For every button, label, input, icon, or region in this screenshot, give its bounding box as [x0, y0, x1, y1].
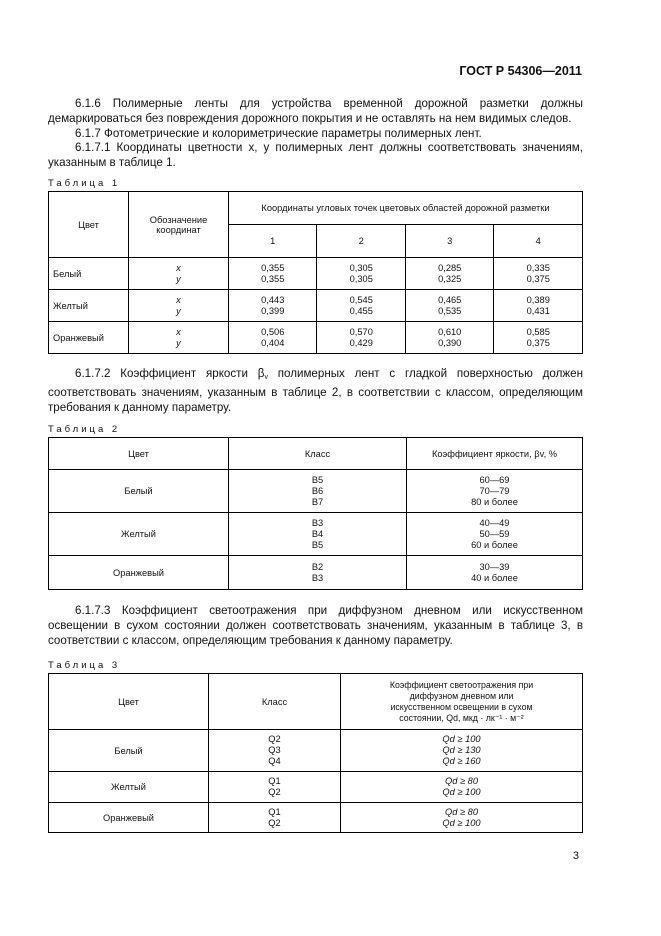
t1-cell: 0,335 0,375 — [494, 258, 583, 290]
paragraph-6-1-7-3: 6.1.7.3 Коэффициент светоотражения при диффузном дневном или искусственном освещении в сухом состоянии должен соответствовать значениям, указанным в таблице 3, в соответствии с классом, определяющим требования к данному параметру. — [48, 604, 583, 647]
t1-header-color: Цвет — [49, 192, 129, 258]
t1-coord-labels: x y — [129, 258, 229, 290]
t1-cell: 0,570 0,429 — [317, 322, 405, 354]
t1-cell: 0,506 0,404 — [229, 322, 317, 354]
table-1-caption: Таблица 1 — [48, 178, 121, 189]
t3-header-color: Цвет — [49, 674, 209, 730]
t1-color: Белый — [49, 258, 129, 290]
t2-values: 60—69 70—79 80 и более — [407, 470, 583, 513]
t1-header-point: 2 — [317, 225, 405, 258]
t2-classes: B3 B4 B5 — [229, 513, 407, 556]
t3-color: Оранжевый — [49, 803, 209, 833]
t2-color: Желтый — [49, 513, 229, 556]
table-row — [49, 730, 583, 772]
paragraph-6-1-7: 6.1.7 Фотометрические и колориметрические параметры полимерных лент. — [75, 127, 482, 140]
table-3 — [48, 673, 583, 833]
t3-values: Qd ≥ 100 Qd ≥ 130 Qd ≥ 160 — [341, 730, 583, 772]
t1-color: Оранжевый — [49, 322, 129, 354]
t1-color: Желтый — [49, 290, 129, 322]
t3-header-class: Класс — [209, 674, 341, 730]
t2-color: Оранжевый — [49, 556, 229, 590]
table-1 — [48, 191, 583, 354]
t1-header-point: 3 — [405, 225, 493, 258]
table-row — [49, 290, 583, 322]
table-row — [49, 513, 583, 556]
page-number: 3 — [572, 850, 579, 862]
document-number: ГОСТ Р 54306—2011 — [459, 64, 582, 78]
t2-color: Белый — [49, 470, 229, 513]
t2-header-class: Класс — [229, 438, 407, 470]
table-row — [49, 556, 583, 590]
t3-classes: Q1 Q2 — [209, 803, 341, 833]
t1-header-group: Координаты угловых точек цветовых областей дорожной разметки — [229, 192, 583, 225]
t1-header-coord: Обозначение координат — [129, 192, 229, 258]
table-2-caption: Таблица 2 — [48, 424, 121, 435]
table-row — [49, 322, 583, 354]
table-row — [49, 470, 583, 513]
t3-classes: Q1 Q2 — [209, 772, 341, 803]
t2-classes: B5 B6 B7 — [229, 470, 407, 513]
table-3-caption: Таблица 3 — [48, 660, 121, 671]
t1-coord-labels: x y — [129, 290, 229, 322]
paragraph-6-1-6: 6.1.6 Полимерные ленты для устройства временной дорожной разметки должны демаркироваться без повреждения дорожного покрытия и не оставлять на нем видимых следов. — [48, 97, 583, 125]
t1-header-point: 1 — [229, 225, 317, 258]
t3-values: Qd ≥ 80 Qd ≥ 100 — [341, 772, 583, 803]
t2-values: 40—49 50—59 60 и более — [407, 513, 583, 556]
t1-cell: 0,465 0,535 — [405, 290, 493, 322]
t3-color: Желтый — [49, 772, 209, 803]
t2-header-color: Цвет — [49, 438, 229, 470]
t1-coord-labels: x y — [129, 322, 229, 354]
table-2 — [48, 437, 583, 590]
t1-cell: 0,443 0,399 — [229, 290, 317, 322]
paragraph-6-1-7-2: 6.1.7.2 Коэффициент яркости $\beta_v$ полимерных лент с гладкой поверхностью должен соответствовать значениям, указанным в таблице 2, в соответствии с классом, определяющим требования к данному параметру. — [48, 367, 583, 414]
t3-values: Qd ≥ 80 Qd ≥ 100 — [341, 803, 583, 833]
table-row — [49, 258, 583, 290]
t1-cell: 0,389 0,431 — [494, 290, 583, 322]
t1-cell: 0,285 0,325 — [405, 258, 493, 290]
t2-values: 30—39 40 и более — [407, 556, 583, 590]
t3-color: Белый — [49, 730, 209, 772]
t1-cell: 0,305 0,305 — [317, 258, 405, 290]
t1-cell: 0,355 0,355 — [229, 258, 317, 290]
t3-classes: Q2 Q3 Q4 — [209, 730, 341, 772]
table-row — [49, 803, 583, 833]
t2-classes: B2 B3 — [229, 556, 407, 590]
t3-header-value: Коэффициент светоотражения при диффузном дневном или искусственном освещении в сухом состоянии, Qd, мкд · лк⁻¹ · м⁻² — [341, 674, 583, 730]
t1-cell: 0,585 0,375 — [494, 322, 583, 354]
paragraph-6-1-7-1: 6.1.7.1 Координаты цветности x, y полимерных лент должны соответствовать значениям, указанным в таблице 1. — [48, 141, 583, 169]
t1-cell: 0,545 0,455 — [317, 290, 405, 322]
t2-header-value: Коэффициент яркости, βv, % — [407, 438, 583, 470]
t1-cell: 0,610 0,390 — [405, 322, 493, 354]
t1-header-point: 4 — [494, 225, 583, 258]
table-row — [49, 772, 583, 803]
